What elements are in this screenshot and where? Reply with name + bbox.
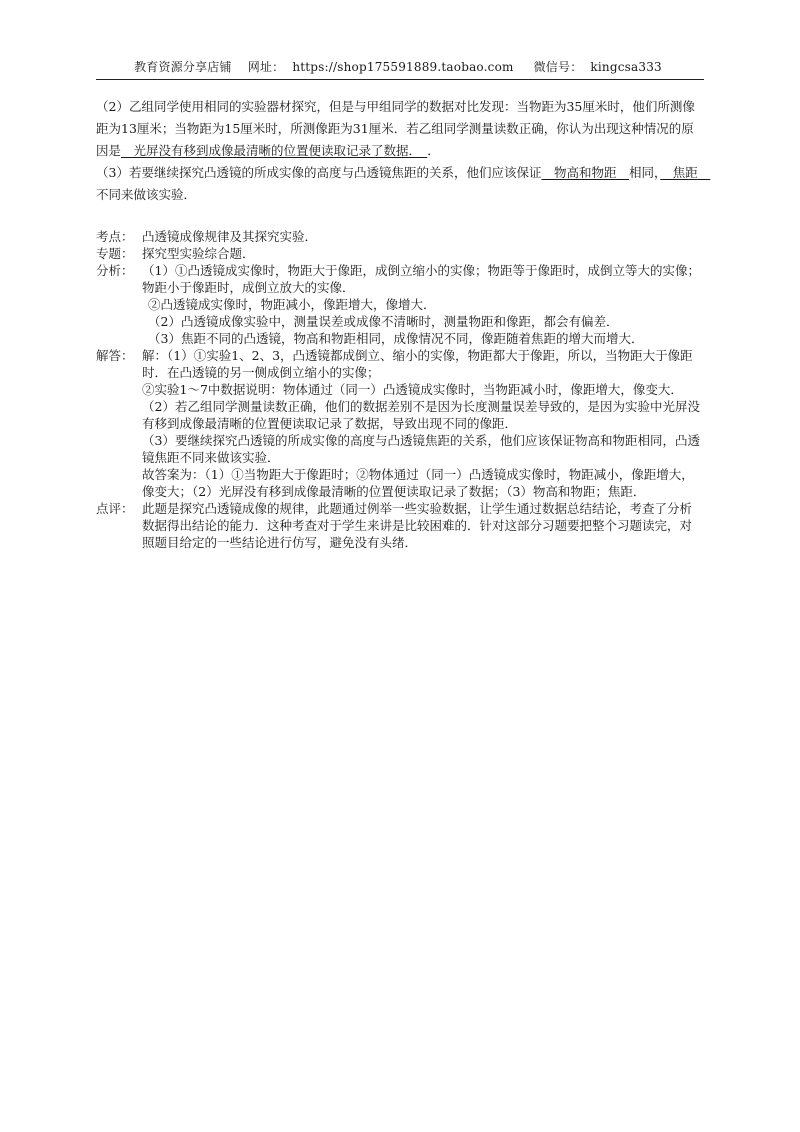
jieda-label: 解答： <box>96 348 134 363</box>
wechat-id: kingcsa333 <box>590 60 662 74</box>
fenxi-line: ②凸透镜成实像时，物距减小，像距增大，像增大． <box>148 297 436 312</box>
dianping-label: 点评： <box>96 501 134 516</box>
wechat-info <box>530 60 666 74</box>
store-name: 教育资源分享店铺 <box>134 60 232 74</box>
fenxi-row <box>96 262 704 347</box>
jieda-line: ②实验1～7中数据说明：物体通过（同一）凸透镜成实像时，当物距减小时，像距增大，像变大． <box>142 382 683 397</box>
jieda-line: 解：（1）①实验1、2、3，凸透镜都成倒立、缩小的实像，物距都大于像距，所以，当物距大于像距时．在凸透镜的另一侧成倒立缩小的实像； <box>142 348 693 380</box>
kaodian-row <box>96 228 704 245</box>
jieda-line: （2）若乙组同学测量读数正确，他们的数据差别不是因为长度测量误差导致的，是因为实验中光屏没有移到成像最清晰的位置便读取记录了数据，导致出现不同的像距． <box>142 399 700 431</box>
site-url: https://shop175591889.taobao.com <box>292 60 514 74</box>
answer-blank-same: 物高和物距 <box>541 165 629 180</box>
spacer <box>96 206 704 228</box>
dianping-text: 此题是探究凸透镜成像的规律，此题通过例举一些实验数据，让学生通过数据总结结论，考查了分析数据得出结论的能力．这种考查对于学生来讲是比较困难的．针对这部分习题要把整个习题读完，对照题目给定的一些结论进行仿写，避免没有头绪． <box>142 501 693 550</box>
fenxi-line: （1）①凸透镜成实像时，物距大于像距，成倒立缩小的实像；物距等于像距时，成倒立等大的实像；物距小于像距时，成倒立放大的实像． <box>142 263 700 295</box>
fenxi-label: 分析： <box>96 263 134 278</box>
jieda-final-answer: 故答案为：（1）①当物距大于像距时；②物体通过（同一）凸透镜成实像时，物距减小，像距增大，像变大；（2）光屏没有移到成像最清晰的位置便读取记录了数据；（3）物高和物距；焦距． <box>142 467 694 499</box>
site-info <box>244 60 518 74</box>
document-content <box>96 96 711 551</box>
dianping-row <box>96 500 704 551</box>
question-part-3: （3）若要继续探究凸透镜的所成实像的高度与凸透镜焦距的关系，他们应该保证 物高和物距 相同， 焦距 不同来做该实验． <box>96 165 711 202</box>
fenxi-line: （3）焦距不同的凸透镜，物高和物距相同，成像情况不同，像距随着焦距的增大而增大． <box>148 331 644 346</box>
answer-blank-diff: 焦距 <box>660 165 711 180</box>
kaodian-text: 凸透镜成像规律及其探究实验． <box>142 229 318 244</box>
fenxi-body <box>142 262 704 347</box>
zhuanti-text: 探究型实验综合题． <box>142 246 255 261</box>
jieda-row <box>96 347 704 500</box>
kaodian-label: 考点： <box>96 229 134 244</box>
jieda-line: （3）要继续探究凸透镜的所成实像的高度与凸透镜焦距的关系，他们应该保证物高和物距相同，凸透镜焦距不同来做该实验． <box>142 433 700 465</box>
question-section <box>96 96 711 206</box>
answer-blank-reason: 光屏没有移到成像最清晰的位置便读取记录了数据． <box>121 143 428 158</box>
jieda-body <box>142 347 704 500</box>
site-label: 网址： <box>247 60 285 74</box>
zhuanti-label: 专题： <box>96 246 134 261</box>
question-part-2: （2）乙组同学使用相同的实验器材探究，但是与甲组同学的数据对比发现：当物距为35厘米时，他们所测像距为13厘米；当物距为15厘米时，所测像距为31厘米．若乙组同学测量读数正确，你认为出现这种情况的原因是 光屏没有移到成像最清晰的位置便读取记录了数据． ． <box>96 99 695 158</box>
fenxi-line: （2）凸透镜成像实验中，测量误差或成像不清晰时，测量物距和像距，都会有偏差． <box>148 314 619 329</box>
page-header <box>96 58 704 80</box>
wechat-label: 微信号： <box>533 60 583 74</box>
zhuanti-row <box>96 245 704 262</box>
